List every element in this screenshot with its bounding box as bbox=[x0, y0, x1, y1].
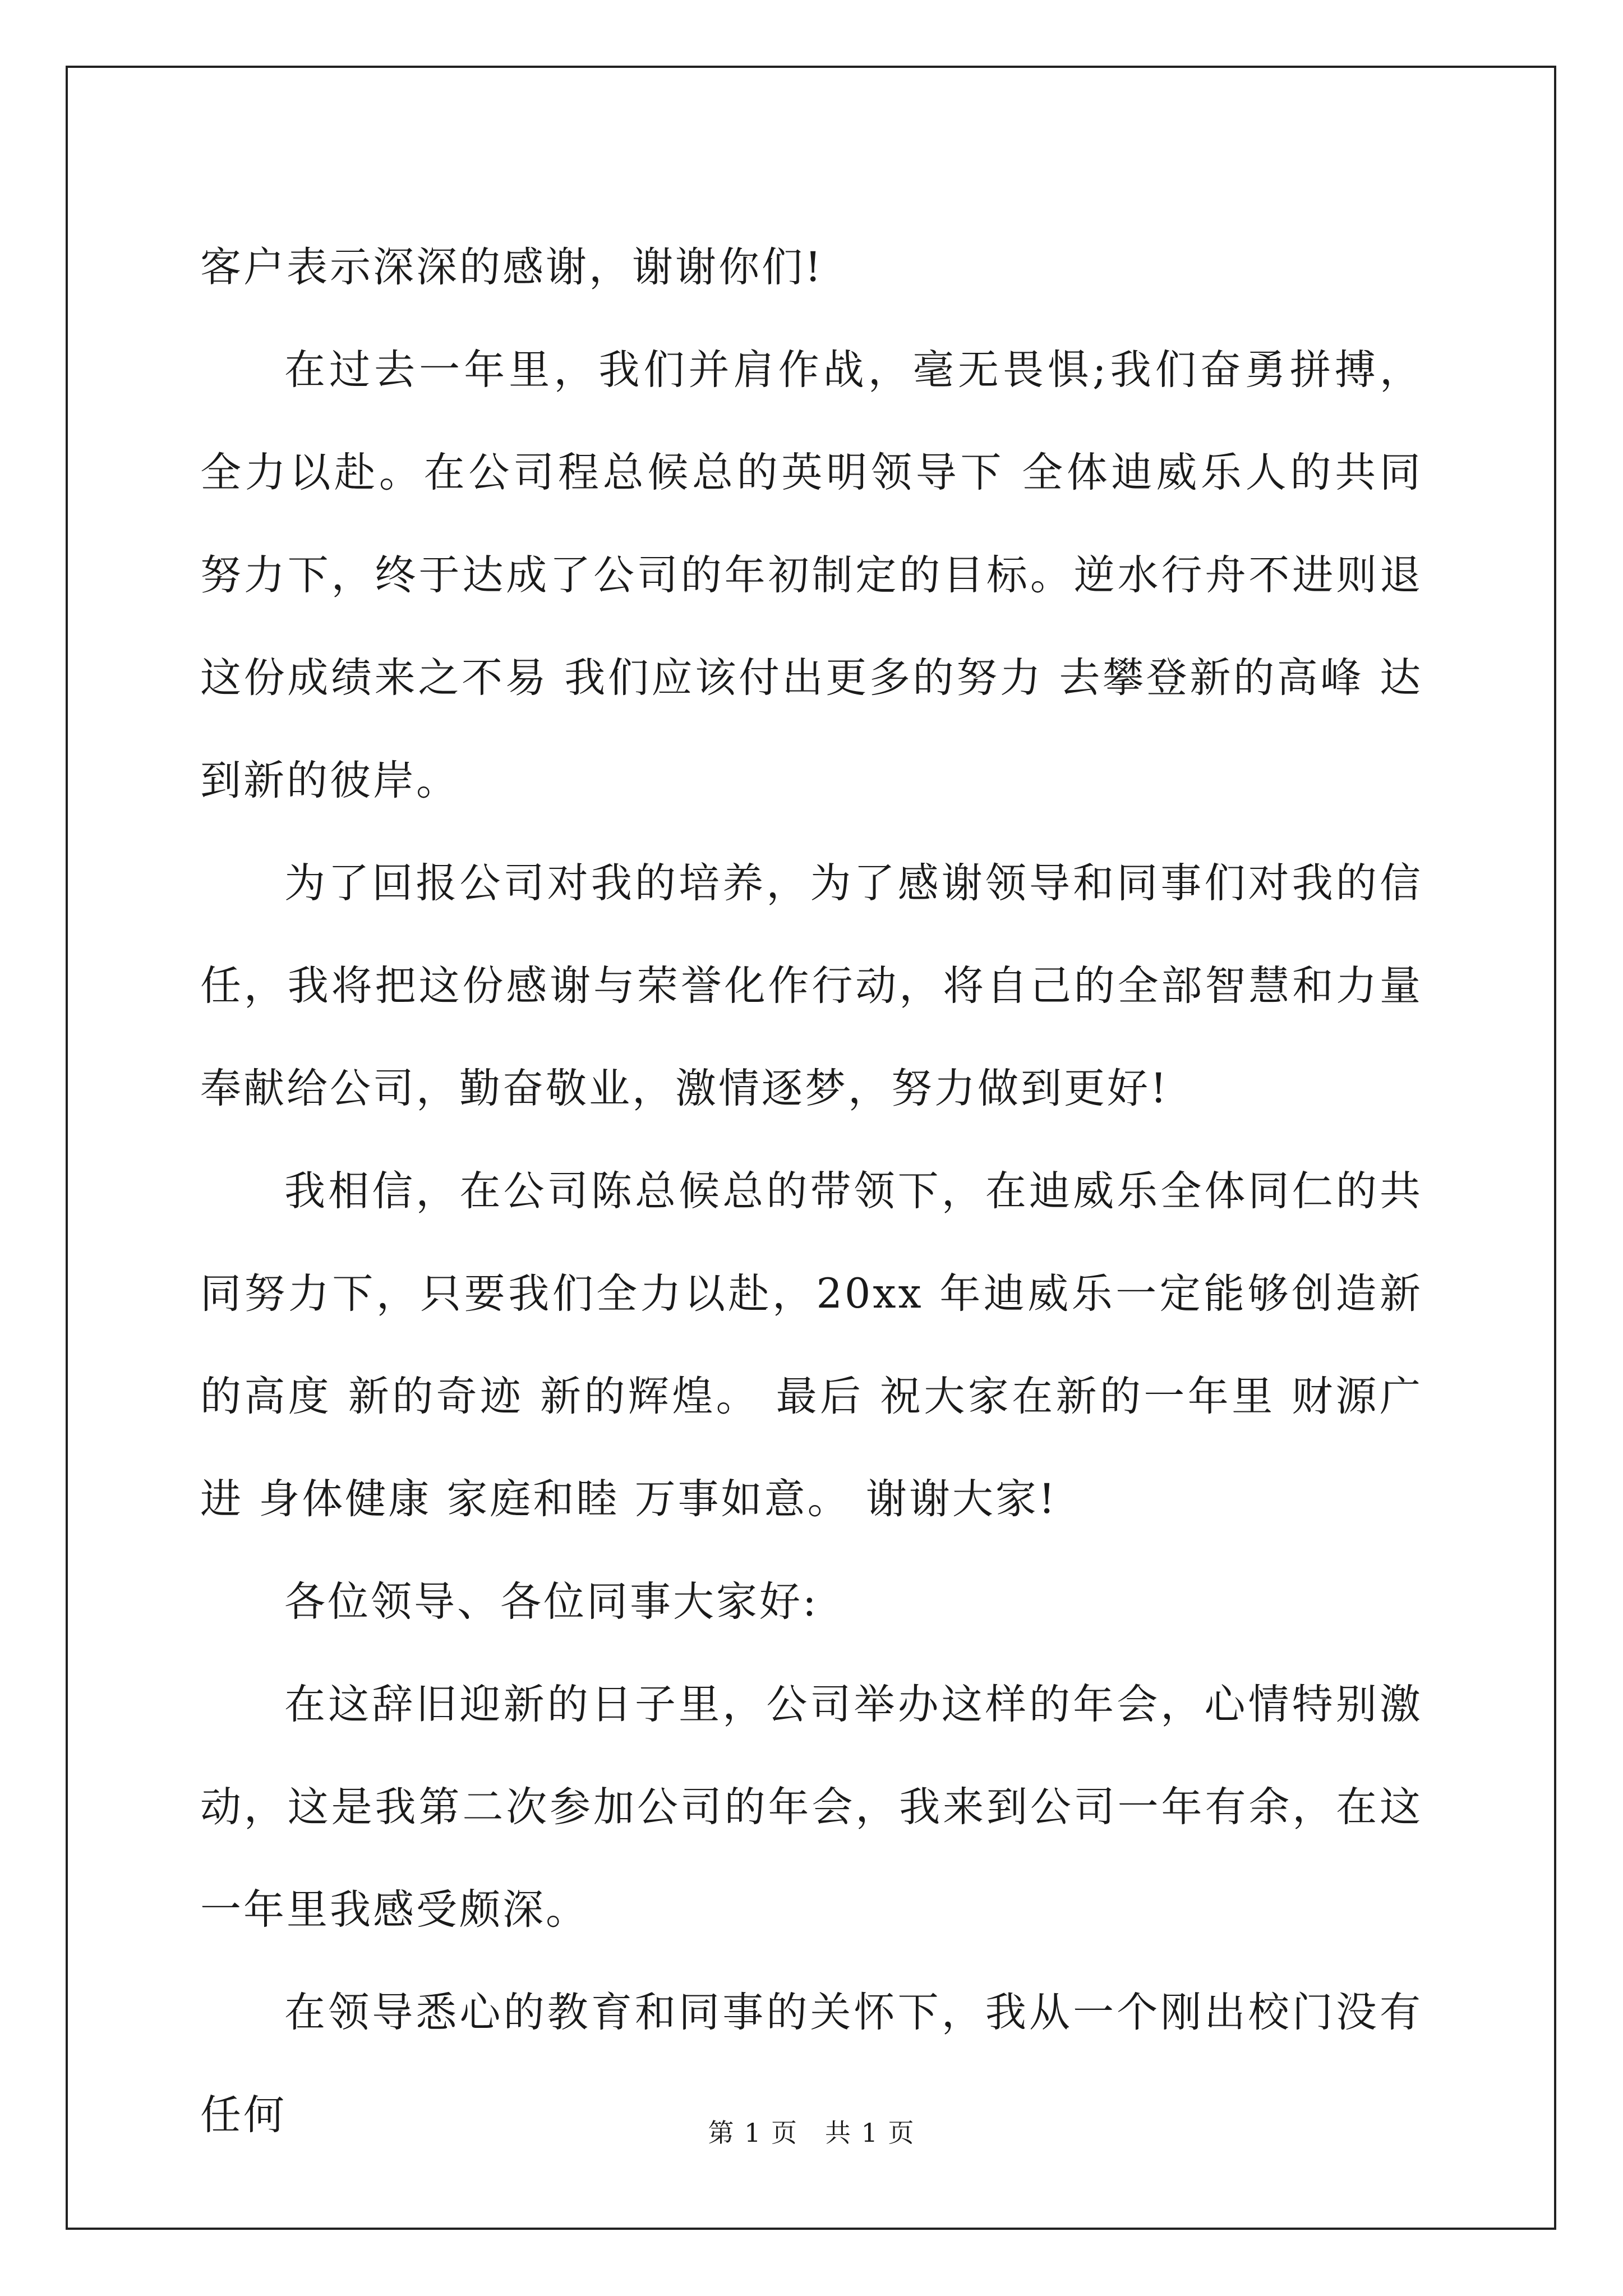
paragraph-6: 在这辞旧迎新的日子里，公司举办这样的年会，心情特别激动，这是我第二次参加公司的年会，我来到公司一年有余，在这一年里我感受颇深。 bbox=[200, 1681, 1423, 1934]
paragraph-3: 为了回报公司对我的培养，为了感谢领导和同事们对我的信任，我将把这份感谢与荣誉化作行动，将自己的全部智慧和力量奉献给公司，勤奋敬业，激情逐梦，努力做到更好! bbox=[200, 859, 1423, 1112]
document-body bbox=[200, 216, 1423, 2166]
paragraph-7: 在领导悉心的教育和同事的关怀下，我从一个刚出校门没有任何 bbox=[200, 1989, 1423, 2139]
page-number-footer: 第 1 页 共 1 页 bbox=[708, 2118, 915, 2148]
paragraph-1: 客户表示深深的感谢，谢谢你们! bbox=[200, 243, 824, 291]
paragraph-2: 在过去一年里，我们并肩作战，毫无畏惧;我们奋勇拼搏，全力以赴。在公司程总候总的英明领导下 全体迪威乐人的共同努力下，终于达成了公司的年初制定的目标。逆水行舟不进则退 这份成绩来之不易 我们应该付出更多的努力 去攀登新的高峰 达到新的彼岸。 bbox=[200, 346, 1423, 804]
paragraph-5: 各位领导、各位同事大家好: bbox=[284, 1578, 819, 1626]
paragraph-4: 我相信，在公司陈总候总的带领下，在迪威乐全体同仁的共同努力下，只要我们全力以赴，20xx 年迪威乐一定能够创造新的高度 新的奇迹 新的辉煌。 最后 祝大家在新的一年里 财源广进 身体健康 家庭和睦 万事如意。 谢谢大家! bbox=[200, 1167, 1423, 1523]
